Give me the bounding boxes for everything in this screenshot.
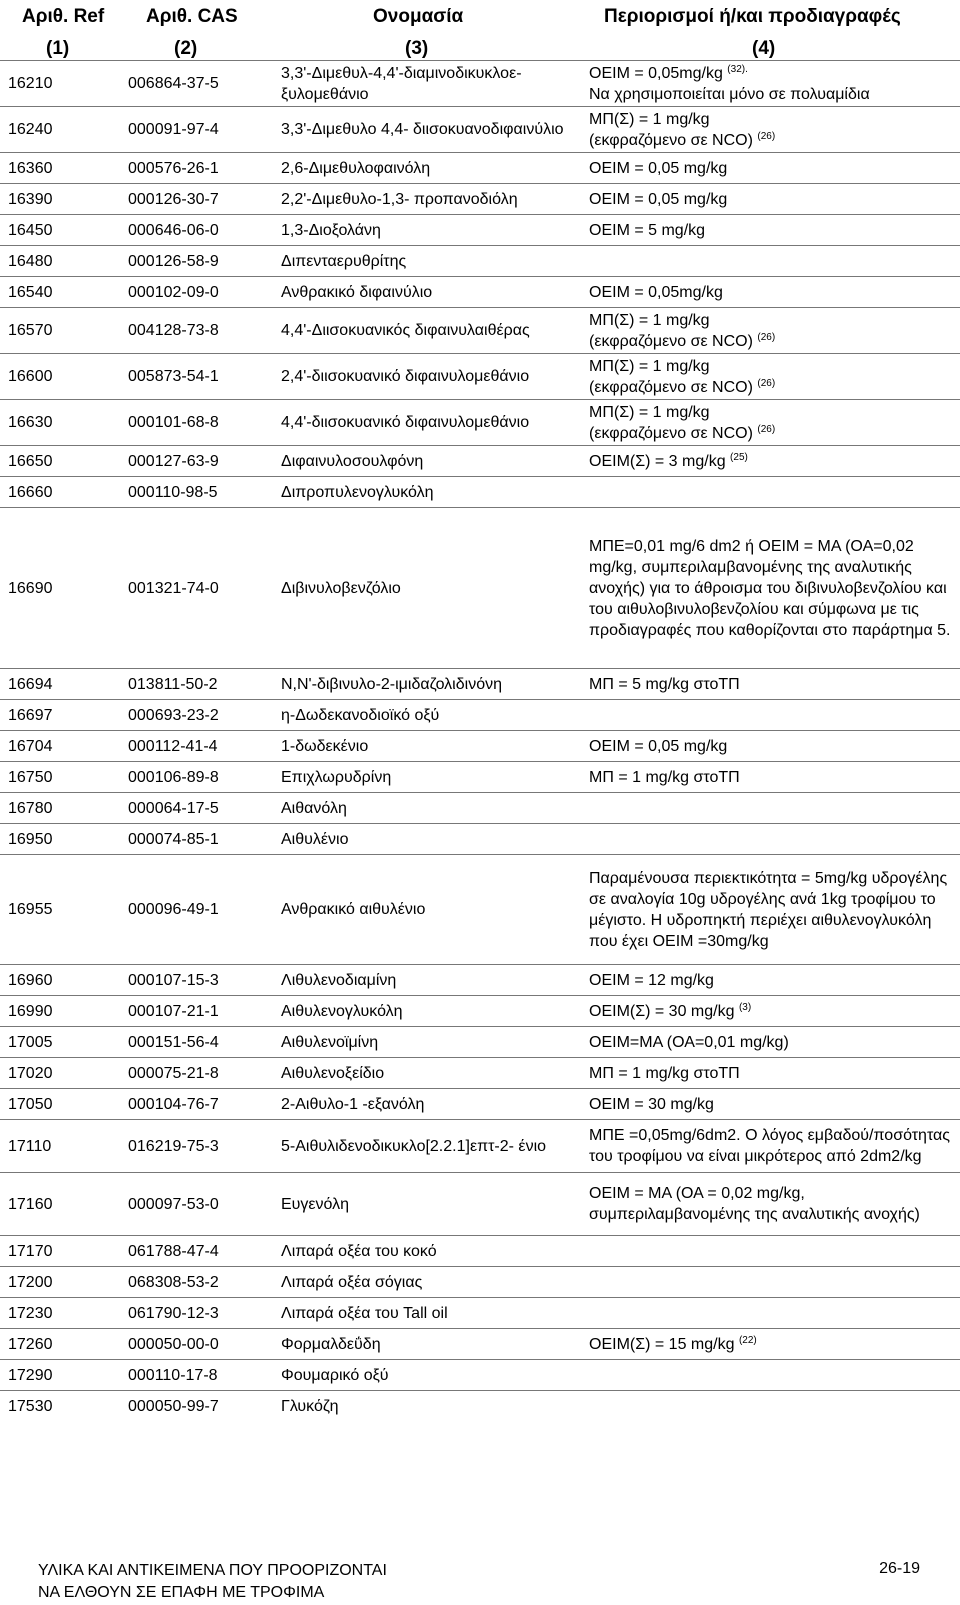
ref-cell: 17200 (0, 1267, 120, 1298)
name-cell: 3,3'-Διμεθυλ-4,4'-διαμινοδικυκλοε- ξυλομεθάνιο (273, 61, 583, 107)
cas-cell: 000096-49-1 (120, 855, 273, 965)
ref-cell: 17260 (0, 1329, 120, 1360)
cas-cell: 000101-68-8 (120, 400, 273, 446)
ref-cell: 17110 (0, 1120, 120, 1173)
name-cell: Λιπαρά οξέα του κοκό (273, 1236, 583, 1267)
footnote-ref: (26) (757, 331, 776, 343)
spec-cell (583, 446, 960, 477)
cas-cell: 000091-97-4 (120, 107, 273, 153)
spec-cell (583, 1120, 960, 1173)
spec-cell (583, 1391, 960, 1422)
ref-cell: 16650 (0, 446, 120, 477)
name-cell: Φουμαρικό οξύ (273, 1360, 583, 1391)
ref-cell: 17050 (0, 1089, 120, 1120)
spec-cell (583, 965, 960, 996)
cas-cell: 000151-56-4 (120, 1027, 273, 1058)
ref-cell: 16570 (0, 308, 120, 354)
cas-cell: 000693-23-2 (120, 700, 273, 731)
ref-cell: 16480 (0, 246, 120, 277)
table-row (0, 1173, 960, 1236)
spec-text: ΟΕΙΜ = 5 mg/kg (589, 221, 706, 239)
cas-cell: 000074-85-1 (120, 824, 273, 855)
spec-text: ΟΕΙΜ = 0,05mg/kg (589, 283, 723, 301)
spec-cell (583, 855, 960, 965)
cas-cell: 000107-21-1 (120, 996, 273, 1027)
table-row (0, 107, 960, 153)
footnote-ref: (22) (738, 1334, 757, 1346)
name-cell: Αιθυλενοϊμίνη (273, 1027, 583, 1058)
footnote-ref: (26) (757, 130, 776, 142)
cas-cell: 000110-98-5 (120, 477, 273, 508)
table-row (0, 1089, 960, 1120)
spec-text: ΟΕΙΜ = 12 mg/kg (589, 971, 714, 989)
spec-cell (583, 996, 960, 1027)
spec-text-line2: Να χρησιμοποιείται μόνο σε πολυαμίδια (589, 85, 870, 103)
spec-text: ΜΠΕ=0,01 mg/6 dm2 ή ΟΕΙΜ = ΜΑ (ΟΑ=0,02 mg/kg, συμπεριλαμβανομένης της αναλυτικής ανοχής) για το άθροισμα του διβινυλοβενζολίου και του αιθυλοβινυλοβενζολίου και σύμφωνα με τις προδιαγραφές που καθορίζονται στο παράρτημα 5. (589, 537, 951, 639)
name-cell: Ανθρακικό διφαινύλιο (273, 277, 583, 308)
name-cell: N,N'-διβινυλο-2-ιμιδαζολιδινόνη (273, 669, 583, 700)
cas-cell: 004128-73-8 (120, 308, 273, 354)
footnote-ref: (32). (727, 63, 748, 75)
page-number: 26-19 (879, 1560, 920, 1577)
col-spec-number: (4) (752, 38, 776, 59)
spec-cell (583, 762, 960, 793)
table-row (0, 1058, 960, 1089)
name-cell: 1-δωδεκένιο (273, 731, 583, 762)
ref-cell: 17020 (0, 1058, 120, 1089)
cas-cell: 000127-63-9 (120, 446, 273, 477)
table-row (0, 215, 960, 246)
name-cell: 1,3-Διοξολάνη (273, 215, 583, 246)
spec-cell (583, 246, 960, 277)
spec-text: ΟΕΙΜ = 0,05 mg/kg (589, 190, 728, 208)
table-row (0, 246, 960, 277)
spec-cell (583, 1267, 960, 1298)
cas-cell: 000107-15-3 (120, 965, 273, 996)
ref-cell: 16950 (0, 824, 120, 855)
cas-cell: 068308-53-2 (120, 1267, 273, 1298)
cas-cell: 000075-21-8 (120, 1058, 273, 1089)
table-row (0, 354, 960, 400)
ref-cell: 16450 (0, 215, 120, 246)
ref-cell: 16360 (0, 153, 120, 184)
spec-cell (583, 61, 960, 107)
spec-cell (583, 1173, 960, 1236)
spec-text: ΜΠ(Σ) = 1 mg/kg (589, 403, 710, 421)
cas-cell: 000112-41-4 (120, 731, 273, 762)
spec-cell (583, 107, 960, 153)
cas-cell: 006864-37-5 (120, 61, 273, 107)
cas-cell: 000097-53-0 (120, 1173, 273, 1236)
name-cell: Διβινυλοβενζόλιο (273, 508, 583, 669)
ref-cell: 16540 (0, 277, 120, 308)
cas-cell: 000064-17-5 (120, 793, 273, 824)
footer-line-1: ΥΛΙΚΑ ΚΑΙ ΑΝΤΙΚΕΙΜΕΝΑ ΠΟΥ ΠΡΟΟΡΙΖΟΝΤΑΙ (38, 1562, 387, 1579)
ref-cell: 16210 (0, 61, 120, 107)
table-row (0, 446, 960, 477)
table-row (0, 153, 960, 184)
cas-cell: 000646-06-0 (120, 215, 273, 246)
table-row (0, 308, 960, 354)
cas-cell: 000050-00-0 (120, 1329, 273, 1360)
cas-cell: 016219-75-3 (120, 1120, 273, 1173)
name-cell: Αιθυλενογλυκόλη (273, 996, 583, 1027)
table-row (0, 669, 960, 700)
spec-text: ΟΕΙΜ = 30 mg/kg (589, 1095, 714, 1113)
footer-title (38, 1560, 387, 1604)
spec-cell (583, 215, 960, 246)
table-row (0, 700, 960, 731)
name-cell: Διπενταερυθρίτης (273, 246, 583, 277)
ref-cell: 16704 (0, 731, 120, 762)
cas-cell: 061790-12-3 (120, 1298, 273, 1329)
table-row (0, 762, 960, 793)
spec-cell (583, 1027, 960, 1058)
spec-cell (583, 184, 960, 215)
spec-text: ΜΠ = 5 mg/kg στοΤΠ (589, 675, 740, 693)
spec-text: ΜΠ(Σ) = 1 mg/kg (589, 357, 710, 375)
table-row (0, 1329, 960, 1360)
name-cell: Γλυκόζη (273, 1391, 583, 1422)
name-cell: 4,4'-Διισοκυανικός διφαινυλαιθέρας (273, 308, 583, 354)
substance-table (0, 60, 960, 1422)
ref-cell: 17170 (0, 1236, 120, 1267)
spec-cell (583, 477, 960, 508)
cas-cell: 000126-58-9 (120, 246, 273, 277)
cas-cell: 000106-89-8 (120, 762, 273, 793)
spec-cell (583, 354, 960, 400)
table-row (0, 1027, 960, 1058)
ref-cell: 16750 (0, 762, 120, 793)
ref-cell: 16694 (0, 669, 120, 700)
name-cell: Φορμαλδεΰδη (273, 1329, 583, 1360)
table-row (0, 731, 960, 762)
table-row (0, 855, 960, 965)
spec-cell (583, 824, 960, 855)
name-cell: Λιπαρά οξέα σόγιας (273, 1267, 583, 1298)
spec-text-line2: (εκφραζόμενο σε NCO) (589, 424, 753, 442)
cas-cell: 000104-76-7 (120, 1089, 273, 1120)
col-ref-number: (1) (46, 38, 70, 59)
name-cell: Ευγενόλη (273, 1173, 583, 1236)
ref-cell: 16660 (0, 477, 120, 508)
name-cell: 2,2'-Διμεθυλο-1,3- προπανοδιόλη (273, 184, 583, 215)
name-cell: Αιθυλενοξείδιο (273, 1058, 583, 1089)
table-row (0, 824, 960, 855)
ref-cell: 17005 (0, 1027, 120, 1058)
name-cell: 3,3'-Διμεθυλο 4,4- διισοκυανοδιφαινύλιο (273, 107, 583, 153)
col-name-number: (3) (405, 38, 429, 59)
ref-cell: 17160 (0, 1173, 120, 1236)
spec-text-line2: (εκφραζόμενο σε NCO) (589, 378, 753, 396)
cas-cell: 061788-47-4 (120, 1236, 273, 1267)
col-cas-header: Αριθ. CAS (146, 6, 238, 27)
name-cell: Αιθανόλη (273, 793, 583, 824)
name-cell: 2-Αιθυλο-1 -εξανόλη (273, 1089, 583, 1120)
name-cell: η-Δωδεκανοδιοϊκό οξύ (273, 700, 583, 731)
name-cell: Λιπαρά οξέα του Tall oil (273, 1298, 583, 1329)
spec-text: ΜΠ(Σ) = 1 mg/kg (589, 311, 710, 329)
spec-cell (583, 1360, 960, 1391)
name-cell: 5-Αιθυλιδενοδικυκλο[2.2.1]επτ-2- ένιο (273, 1120, 583, 1173)
ref-cell: 16990 (0, 996, 120, 1027)
ref-cell: 16690 (0, 508, 120, 669)
name-cell: Ανθρακικό αιθυλένιο (273, 855, 583, 965)
name-cell: 4,4'-διισοκυανικό διφαινυλομεθάνιο (273, 400, 583, 446)
table-row (0, 61, 960, 107)
spec-text: ΜΠΕ =0,05mg/6dm2. Ο λόγος εμβαδού/ποσότητας του τροφίμου να είναι μικρότερος από 2dm2/kg (589, 1127, 951, 1165)
col-cas-number: (2) (174, 38, 198, 59)
spec-text: ΟΕΙΜ=ΜΑ (ΟΑ=0,01 mg/kg) (589, 1033, 789, 1051)
table-row (0, 996, 960, 1027)
name-cell: Αιθυλένιο (273, 824, 583, 855)
spec-text: ΟΕΙΜ(Σ) = 3 mg/kg (589, 452, 726, 470)
ref-cell: 16630 (0, 400, 120, 446)
col-name-header: Ονομασία (373, 6, 464, 27)
spec-text: ΜΠ(Σ) = 1 mg/kg (589, 110, 710, 128)
spec-text: ΜΠ = 1 mg/kg στοΤΠ (589, 1064, 740, 1082)
spec-cell (583, 793, 960, 824)
cas-cell: 005873-54-1 (120, 354, 273, 400)
table-row (0, 965, 960, 996)
ref-cell: 17530 (0, 1391, 120, 1422)
ref-cell: 16960 (0, 965, 120, 996)
spec-text-line2: (εκφραζόμενο σε NCO) (589, 332, 753, 350)
ref-cell: 16390 (0, 184, 120, 215)
name-cell: Διπροπυλενογλυκόλη (273, 477, 583, 508)
cas-cell: 000110-17-8 (120, 1360, 273, 1391)
spec-text: Παραμένουσα περιεκτικότητα = 5mg/kg υδρογέλης σε αναλογία 10g υδρογέλης ανά 1kg τροφίμου το μέγιστο. Η υδροπηκτή περιέχει αιθυλενογλυκόλη που έχει ΟΕΙΜ =30mg/kg (589, 869, 948, 950)
footnote-ref: (3) (738, 1001, 752, 1013)
name-cell: Επιχλωρυδρίνη (273, 762, 583, 793)
ref-cell: 16780 (0, 793, 120, 824)
cas-cell: 013811-50-2 (120, 669, 273, 700)
table-row (0, 1391, 960, 1422)
spec-cell (583, 508, 960, 669)
spec-cell (583, 731, 960, 762)
spec-cell (583, 1058, 960, 1089)
table-row (0, 184, 960, 215)
name-cell: 2,6-Διμεθυλοφαινόλη (273, 153, 583, 184)
footnote-ref: (26) (757, 377, 776, 389)
spec-cell (583, 400, 960, 446)
cas-cell: 000126-30-7 (120, 184, 273, 215)
spec-text: ΜΠ = 1 mg/kg στοΤΠ (589, 768, 740, 786)
cas-cell: 000050-99-7 (120, 1391, 273, 1422)
name-cell: Λιθυλενοδιαμίνη (273, 965, 583, 996)
spec-cell (583, 153, 960, 184)
table-row (0, 1236, 960, 1267)
spec-text-line2: (εκφραζόμενο σε NCO) (589, 131, 753, 149)
table-row (0, 508, 960, 669)
table-row (0, 1360, 960, 1391)
table-header (0, 0, 960, 60)
spec-text: ΟΕΙΜ = 0,05 mg/kg (589, 737, 728, 755)
cas-cell: 000102-09-0 (120, 277, 273, 308)
ref-cell: 16955 (0, 855, 120, 965)
spec-cell (583, 1329, 960, 1360)
ref-cell: 16600 (0, 354, 120, 400)
table-row (0, 793, 960, 824)
spec-text: ΟΕΙΜ = ΜΑ (ΟΑ = 0,02 mg/kg, συμπεριλαμβανομένης της αναλυτικής ανοχής) (589, 1185, 920, 1223)
cas-cell: 001321-74-0 (120, 508, 273, 669)
spec-text: ΟΕΙΜ = 0,05 mg/kg (589, 159, 728, 177)
table-row (0, 1298, 960, 1329)
name-cell: 2,4'-διισοκυανικό διφαινυλομεθάνιο (273, 354, 583, 400)
spec-text: ΟΕΙΜ(Σ) = 30 mg/kg (589, 1002, 735, 1020)
footnote-ref: (25) (730, 451, 748, 463)
cas-cell: 000576-26-1 (120, 153, 273, 184)
table-row (0, 477, 960, 508)
spec-cell (583, 1089, 960, 1120)
name-cell: Διφαινυλοσουλφόνη (273, 446, 583, 477)
spec-cell (583, 700, 960, 731)
table-row (0, 1267, 960, 1298)
spec-cell (583, 669, 960, 700)
footer-line-2: ΝΑ ΕΛΘΟΥΝ ΣΕ ΕΠΑΦΗ ΜΕ ΤΡΟΦΙΜΑ (38, 1584, 325, 1601)
spec-text: ΟΕΙΜ(Σ) = 15 mg/kg (589, 1335, 735, 1353)
footnote-ref: (26) (757, 423, 776, 435)
ref-cell: 16240 (0, 107, 120, 153)
ref-cell: 16697 (0, 700, 120, 731)
spec-cell (583, 1236, 960, 1267)
table-row (0, 1120, 960, 1173)
spec-cell (583, 308, 960, 354)
spec-cell (583, 277, 960, 308)
col-ref-header: Αριθ. Ref (22, 6, 105, 27)
spec-cell (583, 1298, 960, 1329)
ref-cell: 17230 (0, 1298, 120, 1329)
table-row (0, 400, 960, 446)
ref-cell: 17290 (0, 1360, 120, 1391)
spec-text: ΟΕΙΜ = 0,05mg/kg (589, 64, 723, 82)
table-row (0, 277, 960, 308)
col-spec-header: Περιορισμοί ή/και προδιαγραφές (604, 6, 901, 27)
